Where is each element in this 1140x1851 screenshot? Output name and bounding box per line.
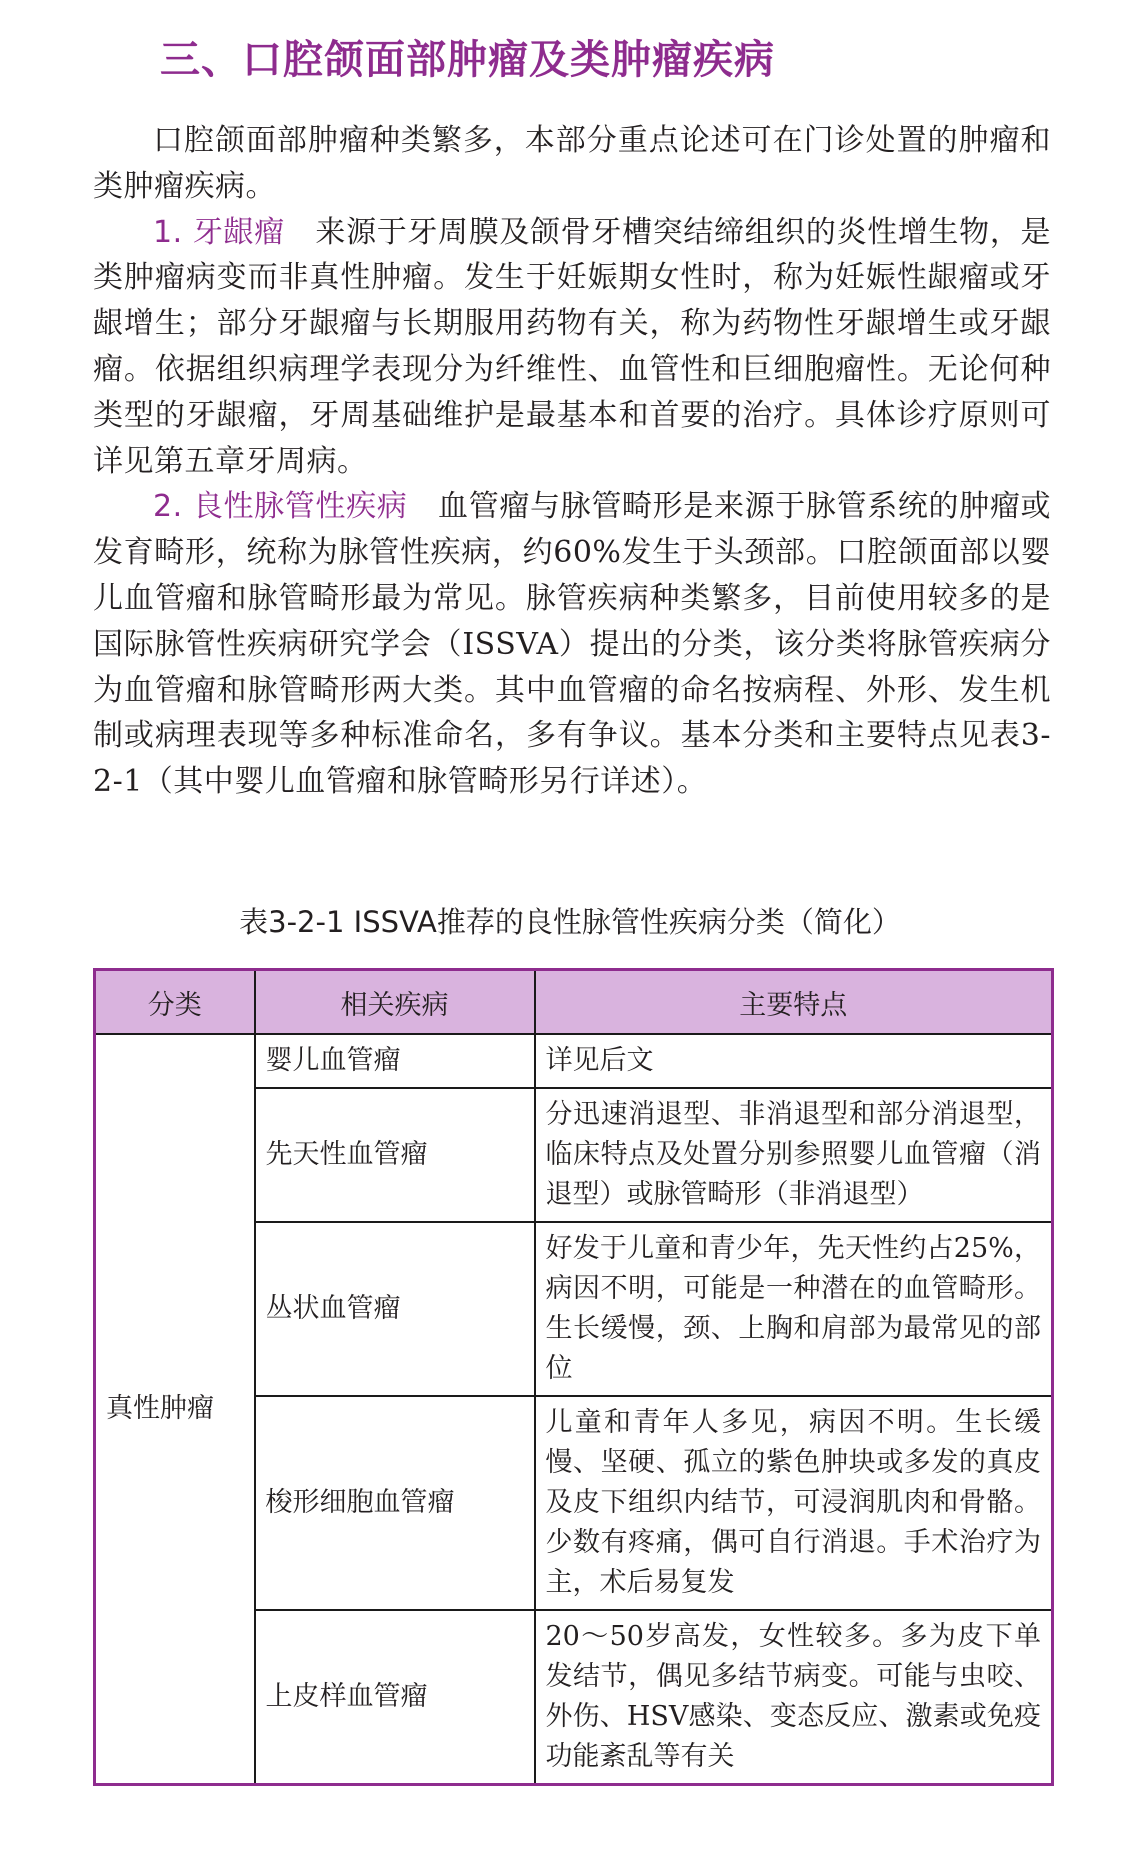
feature-cell: 详见后文: [535, 1034, 1053, 1088]
category-cell: 真性肿瘤: [95, 1034, 255, 1785]
vascular-disease-paragraph: [93, 484, 1051, 805]
feature-cell: 分迅速消退型、非消退型和部分消退型，临床特点及处置分别参照婴儿血管瘤（消退型）或脉管畸形（非消退型）: [535, 1088, 1053, 1222]
feature-cell: 20～50岁高发，女性较多。多为皮下单发结节，偶见多结节病变。可能与虫咬、外伤、HSV感染、变态反应、激素或免疫功能紊乱等有关: [535, 1610, 1053, 1785]
body-text: [93, 118, 1051, 805]
section-title: 三、口腔颌面部肿瘤及类肿瘤疾病: [160, 37, 775, 83]
gingival-tumor-text: 来源于牙周膜及颌骨牙槽突结缔组织的炎性增生物，是类肿瘤病变而非真性肿瘤。发生于妊娠期女性时，称为妊娠性龈瘤或牙龈增生；部分牙龈瘤与长期服用药物有关，称为药物性牙龈增生或牙龈瘤。依据组织病理学表现分为纤维性、血管性和巨细胞瘤性。无论何种类型的牙龈瘤，牙周基础维护是最基本和首要的治疗。具体诊疗原则可详见第五章牙周病。: [93, 214, 1051, 479]
disease-cell: 先天性血管瘤: [255, 1088, 535, 1222]
header-disease: 相关疾病: [255, 970, 535, 1035]
vascular-disease-text: 血管瘤与脉管畸形是来源于脉管系统的肿瘤或发育畸形，统称为脉管性疾病，约60%发生于头颈部。口腔颌面部以婴儿血管瘤和脉管畸形最为常见。脉管疾病种类繁多，目前使用较多的是国际脉管性疾病研究学会（ISSVA）提出的分类，该分类将脉管疾病分为血管瘤和脉管畸形两大类。其中血管瘤的命名按病程、外形、发生机制或病理表现等多种标准命名，多有争议。基本分类和主要特点见表3-2-1（其中婴儿血管瘤和脉管畸形另行详述）。: [93, 489, 1051, 800]
intro-paragraph-text: 口腔颌面部肿瘤种类繁多，本部分重点论述可在门诊处置的肿瘤和类肿瘤疾病。: [93, 123, 1051, 204]
table-header-row: [95, 970, 1053, 1035]
disease-cell: 婴儿血管瘤: [255, 1034, 535, 1088]
gingival-tumor-paragraph: [93, 210, 1051, 485]
feature-cell: 儿童和青年人多见，病因不明。生长缓慢、坚硬、孤立的紫色肿块或多发的真皮及皮下组织内结节，可浸润肌肉和骨骼。少数有疼痛，偶可自行消退。手术治疗为主，术后易复发: [535, 1396, 1053, 1610]
vascular-disease-heading: 2. 良性脉管性疾病: [153, 489, 408, 525]
header-feature: 主要特点: [535, 970, 1053, 1035]
disease-cell: 丛状血管瘤: [255, 1222, 535, 1396]
disease-cell: 梭形细胞血管瘤: [255, 1396, 535, 1610]
disease-cell: 上皮样血管瘤: [255, 1610, 535, 1785]
table-row: [95, 1034, 1053, 1088]
intro-paragraph: [93, 118, 1051, 210]
table-caption: 表3-2-1 ISSVA推荐的良性脉管性疾病分类（简化）: [239, 905, 901, 939]
classification-table: [93, 968, 1054, 1786]
gingival-tumor-heading: 1. 牙龈瘤: [153, 214, 285, 250]
header-category: 分类: [95, 970, 255, 1035]
feature-cell: 好发于儿童和青少年，先天性约占25%，病因不明，可能是一种潜在的血管畸形。生长缓慢，颈、上胸和肩部为最常见的部位: [535, 1222, 1053, 1396]
